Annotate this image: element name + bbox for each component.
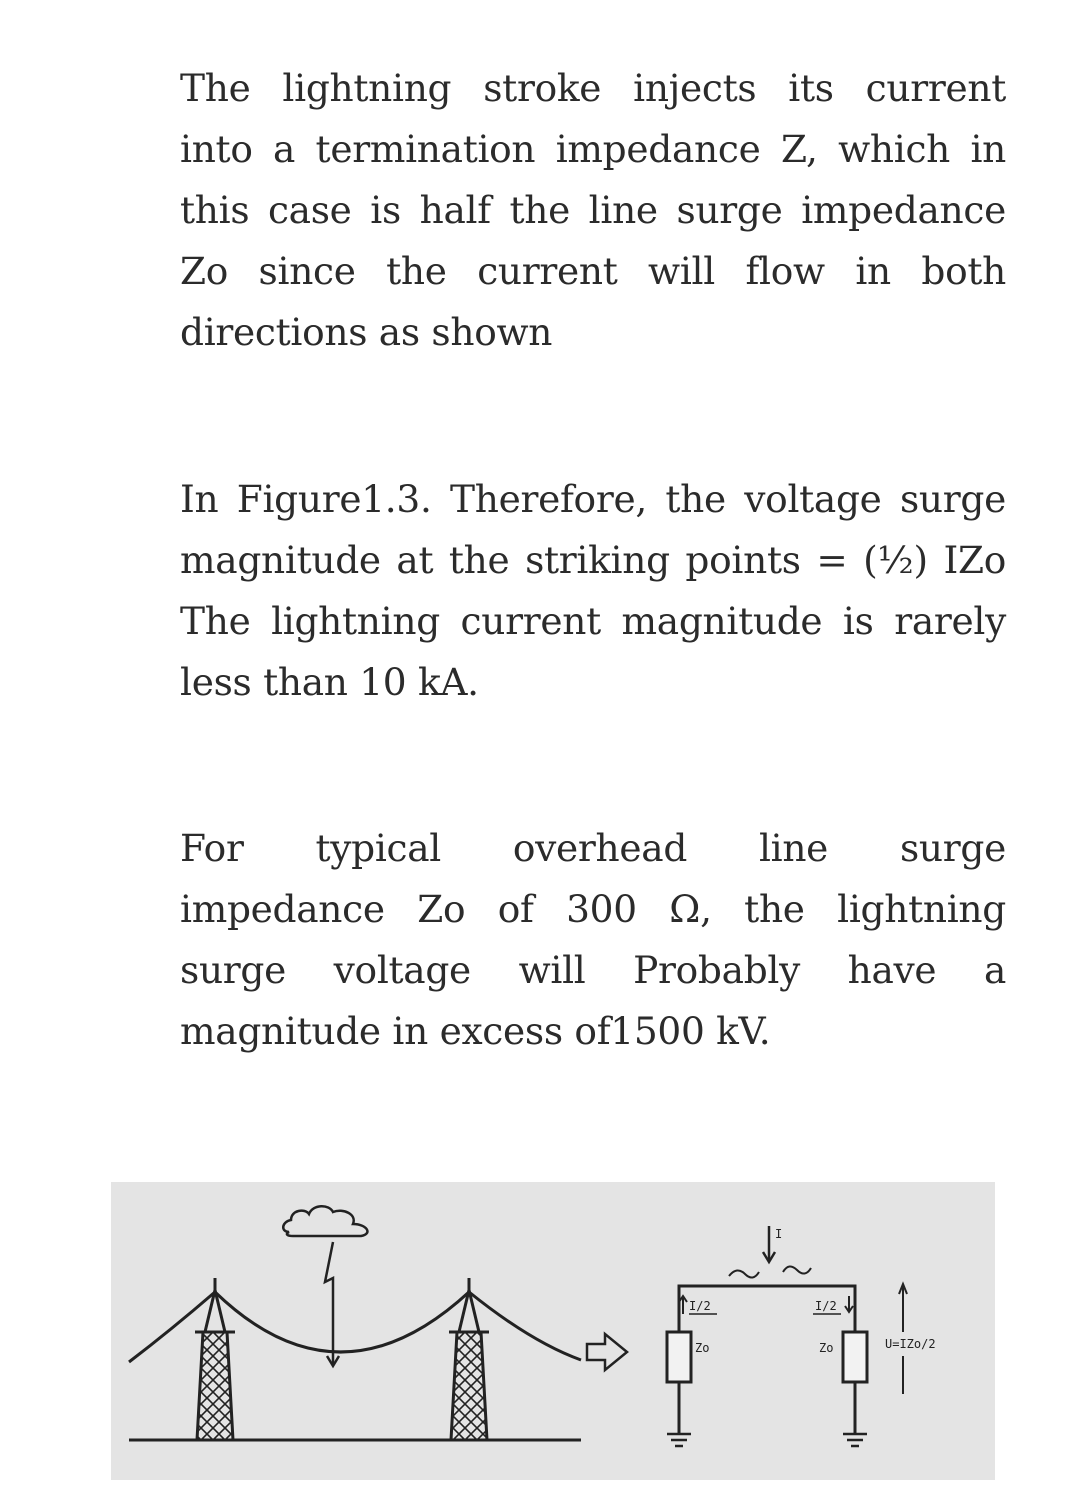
right-half-current-label: I/2 (815, 1299, 837, 1313)
lightning-bolt-icon (325, 1242, 333, 1364)
equivalent-arrow-icon (587, 1334, 627, 1370)
text-line: into a termination impedance Z, which in (180, 127, 1006, 171)
text-line: In Figure1.3. Therefore, the voltage surge (180, 477, 1006, 521)
lightning-strike-figure (111, 1182, 995, 1480)
equivalent-circuit (667, 1226, 936, 1446)
right-impedance-label: Zo (819, 1341, 834, 1355)
text-line: Zo since the current will flow in both (180, 249, 1006, 293)
paragraph-1 (180, 58, 1006, 363)
left-half-current-label: I/2 (689, 1299, 711, 1313)
paragraph-3 (180, 818, 1006, 1062)
text-line: impedance Zo of 300 Ω, the lightning (180, 887, 1006, 931)
text-line: surge voltage will Probably have a (180, 948, 1006, 992)
text-line: For typical overhead line surge (180, 826, 1006, 870)
paragraph-2 (180, 469, 1006, 713)
voltage-label: U=IZo/2 (885, 1337, 936, 1351)
cloud-icon (283, 1206, 367, 1236)
text-line: The lightning current magnitude is rarely (180, 599, 1006, 643)
text-line: less than 10 kA. (180, 660, 479, 704)
left-impedance-label: Zo (695, 1341, 710, 1355)
current-label: I (775, 1227, 783, 1241)
text-line: this case is half the line surge impedance (180, 188, 1006, 232)
text-line: magnitude in excess of1500 kV. (180, 1009, 771, 1053)
text-line: directions as shown (180, 310, 553, 354)
text-line: magnitude at the striking points = (½) IZo (180, 538, 1006, 582)
figure-diagram (111, 1182, 995, 1480)
text-line: The lightning stroke injects its current (180, 66, 1006, 110)
overhead-line (129, 1292, 581, 1362)
